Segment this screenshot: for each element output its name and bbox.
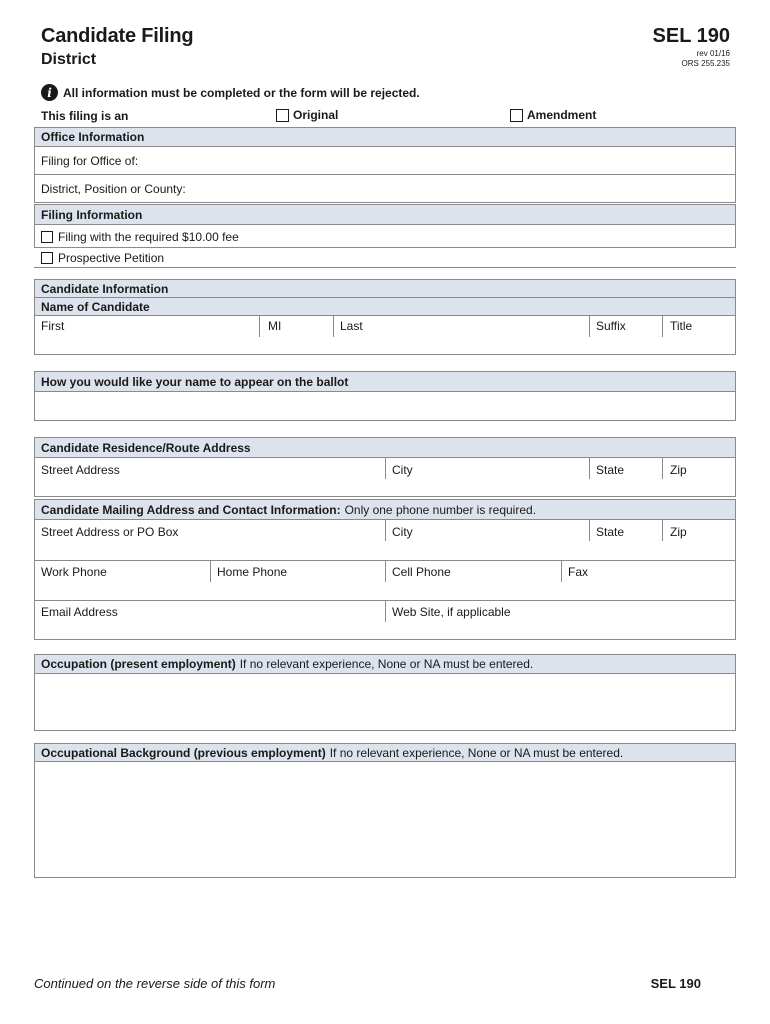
amendment-label: Amendment: [527, 108, 597, 122]
statute: ORS 255.235: [681, 59, 730, 68]
mailing-header-note: Only one phone number is required.: [344, 502, 537, 517]
form-title: Candidate Filing: [41, 25, 194, 47]
background-header-note: If no relevant experience, None or NA must be entered.: [329, 745, 624, 760]
mailing-zip-field[interactable]: Zip: [670, 525, 687, 539]
divider: [589, 457, 590, 479]
fee-label: Filing with the required $10.00 fee: [58, 230, 239, 244]
occupation-header-title: Occupation (present employment): [41, 657, 236, 671]
mi-field[interactable]: MI: [268, 319, 282, 333]
ballot-name-field[interactable]: [34, 391, 736, 421]
last-name-field[interactable]: Last: [340, 319, 363, 333]
fax-field[interactable]: Fax: [568, 565, 589, 579]
cell-phone-field[interactable]: Cell Phone: [392, 565, 451, 579]
divider: [662, 519, 663, 541]
form-subtitle: District: [41, 51, 97, 68]
suffix-field[interactable]: Suffix: [596, 319, 626, 333]
mailing-state-field[interactable]: State: [596, 525, 625, 539]
amendment-option[interactable]: [510, 108, 596, 122]
filing-info-header: Filing Information: [34, 204, 736, 225]
ballot-name-header: How you would like your name to appear on the ballot: [34, 371, 736, 392]
revision-info: [682, 49, 730, 69]
candidate-info-header: Candidate Information: [34, 279, 736, 298]
residence-state-field[interactable]: State: [596, 463, 625, 477]
divider: [662, 315, 663, 337]
residence-header: Candidate Residence/Route Address: [34, 437, 736, 458]
district-field[interactable]: District, Position or County:: [41, 182, 186, 196]
divider: [662, 457, 663, 479]
website-field[interactable]: Web Site, if applicable: [392, 605, 511, 619]
home-phone-field[interactable]: Home Phone: [217, 565, 288, 579]
divider: [333, 315, 334, 337]
divider: [210, 560, 211, 582]
office-info-header: Office Information: [34, 127, 736, 147]
first-name-field[interactable]: First: [41, 319, 65, 333]
original-option[interactable]: [276, 108, 338, 122]
divider: [385, 519, 386, 541]
divider: [561, 560, 562, 582]
original-checkbox[interactable]: [276, 109, 289, 122]
notice-text: All information must be completed or the form will be rejected.: [63, 85, 420, 100]
mailing-city-field[interactable]: City: [392, 525, 413, 539]
mailing-header-title: Candidate Mailing Address and Contact Information:: [41, 502, 341, 517]
background-header: [34, 743, 736, 762]
candidate-name-header: Name of Candidate: [34, 297, 736, 316]
divider: [589, 315, 590, 337]
office-field[interactable]: Filing for Office of:: [41, 154, 139, 168]
occupation-header: [34, 654, 736, 674]
residence-zip-field[interactable]: Zip: [670, 463, 687, 477]
divider: [34, 174, 736, 175]
original-label: Original: [293, 108, 339, 122]
mailing-header: [34, 499, 736, 520]
mailing-street-field[interactable]: Street Address or PO Box: [41, 525, 179, 539]
divider: [259, 315, 260, 337]
form-number: SEL 190: [652, 25, 730, 47]
candidate-name-section: [34, 315, 736, 355]
divider: [385, 600, 386, 622]
email-field[interactable]: Email Address: [41, 605, 118, 619]
petition-option[interactable]: [41, 251, 164, 265]
divider: [385, 457, 386, 479]
title-field[interactable]: Title: [670, 319, 693, 333]
amendment-checkbox[interactable]: [510, 109, 523, 122]
petition-checkbox[interactable]: [41, 252, 53, 264]
occupation-field[interactable]: [34, 673, 736, 731]
residence-street-field[interactable]: Street Address: [41, 463, 120, 477]
work-phone-field[interactable]: Work Phone: [41, 565, 107, 579]
notice: [41, 84, 420, 101]
fee-checkbox[interactable]: [41, 231, 53, 243]
footer-form-number: SEL 190: [650, 976, 701, 991]
occupation-header-note: If no relevant experience, None or NA must be entered.: [239, 657, 534, 671]
info-icon: i: [41, 84, 58, 101]
revision: rev 01/16: [696, 49, 730, 58]
divider: [385, 560, 386, 582]
divider: [34, 267, 736, 268]
background-header-title: Occupational Background (previous employment): [41, 745, 326, 760]
filing-type-label: This filing is an: [41, 109, 129, 123]
residence-city-field[interactable]: City: [392, 463, 413, 477]
fee-option[interactable]: [41, 230, 239, 244]
petition-label: Prospective Petition: [58, 251, 165, 265]
background-field[interactable]: [34, 761, 736, 878]
divider: [589, 519, 590, 541]
continued-note: Continued on the reverse side of this form: [34, 976, 276, 991]
